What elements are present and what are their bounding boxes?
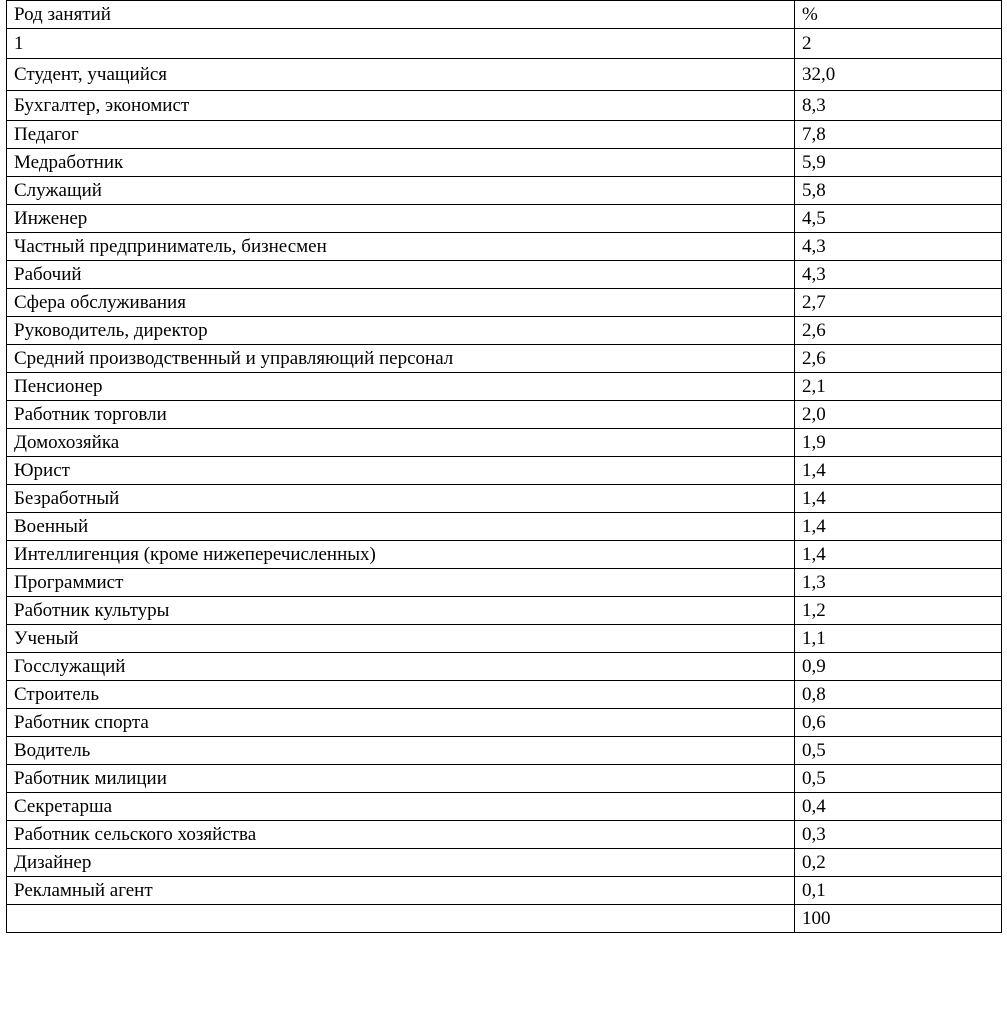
row-occupation: Руководитель, директор [7, 317, 795, 345]
table-numbering-row [7, 29, 1002, 59]
row-occupation: Секретарша [7, 793, 795, 821]
row-occupation: Работник сельского хозяйства [7, 821, 795, 849]
table-row [7, 821, 1002, 849]
total-percent: 100 [794, 905, 1001, 933]
row-occupation: Домохозяйка [7, 429, 795, 457]
row-percent: 1,2 [794, 597, 1001, 625]
table-row [7, 289, 1002, 317]
row-percent: 4,3 [794, 261, 1001, 289]
occupation-data-rows [7, 59, 1002, 905]
row-percent: 0,5 [794, 737, 1001, 765]
row-percent: 1,3 [794, 569, 1001, 597]
row-occupation: Служащий [7, 177, 795, 205]
table-row [7, 121, 1002, 149]
table-row [7, 429, 1002, 457]
occupation-table-body [7, 1, 1002, 59]
table-row [7, 877, 1002, 905]
table-row [7, 177, 1002, 205]
table-row [7, 457, 1002, 485]
header-occupation: Род занятий [7, 1, 795, 29]
row-percent: 7,8 [794, 121, 1001, 149]
row-percent: 1,9 [794, 429, 1001, 457]
row-occupation: Средний производственный и управляющий персонал [7, 345, 795, 373]
table-row [7, 653, 1002, 681]
table-row [7, 373, 1002, 401]
table-total-row [7, 905, 1002, 933]
row-occupation: Строитель [7, 681, 795, 709]
row-percent: 2,6 [794, 317, 1001, 345]
total-occupation [7, 905, 795, 933]
row-percent: 8,3 [794, 91, 1001, 121]
table-row [7, 345, 1002, 373]
row-occupation: Работник спорта [7, 709, 795, 737]
row-percent: 0,8 [794, 681, 1001, 709]
table-row [7, 317, 1002, 345]
row-percent: 5,9 [794, 149, 1001, 177]
row-occupation: Дизайнер [7, 849, 795, 877]
table-row [7, 681, 1002, 709]
row-percent: 1,1 [794, 625, 1001, 653]
row-occupation: Педагог [7, 121, 795, 149]
row-occupation: Водитель [7, 737, 795, 765]
row-percent: 0,3 [794, 821, 1001, 849]
row-occupation: Рабочий [7, 261, 795, 289]
table-row [7, 261, 1002, 289]
numbering-col2: 2 [794, 29, 1001, 59]
row-percent: 0,4 [794, 793, 1001, 821]
row-occupation: Ученый [7, 625, 795, 653]
table-row [7, 485, 1002, 513]
table-row [7, 765, 1002, 793]
table-header-row [7, 1, 1002, 29]
row-occupation: Инженер [7, 205, 795, 233]
row-occupation: Студент, учащийся [7, 59, 795, 91]
table-row [7, 233, 1002, 261]
table-row [7, 541, 1002, 569]
row-percent: 4,5 [794, 205, 1001, 233]
row-percent: 1,4 [794, 485, 1001, 513]
row-percent: 0,2 [794, 849, 1001, 877]
table-row [7, 149, 1002, 177]
row-occupation: Безработный [7, 485, 795, 513]
row-occupation: Бухгалтер, экономист [7, 91, 795, 121]
row-occupation: Работник торговли [7, 401, 795, 429]
row-occupation: Сфера обслуживания [7, 289, 795, 317]
row-occupation: Программист [7, 569, 795, 597]
table-row [7, 513, 1002, 541]
row-occupation: Госслужащий [7, 653, 795, 681]
table-row [7, 849, 1002, 877]
table-row [7, 401, 1002, 429]
occupation-table [6, 0, 1002, 933]
table-row [7, 793, 1002, 821]
table-row [7, 709, 1002, 737]
row-occupation: Военный [7, 513, 795, 541]
table-row [7, 625, 1002, 653]
row-percent: 1,4 [794, 513, 1001, 541]
row-occupation: Частный предприниматель, бизнесмен [7, 233, 795, 261]
row-percent: 0,5 [794, 765, 1001, 793]
row-occupation: Медработник [7, 149, 795, 177]
row-percent: 32,0 [794, 59, 1001, 91]
table-row [7, 597, 1002, 625]
row-percent: 2,7 [794, 289, 1001, 317]
header-percent: % [794, 1, 1001, 29]
occupation-table-footer [7, 905, 1002, 933]
row-occupation: Рекламный агент [7, 877, 795, 905]
row-percent: 5,8 [794, 177, 1001, 205]
row-percent: 1,4 [794, 541, 1001, 569]
row-occupation: Работник культуры [7, 597, 795, 625]
row-percent: 0,9 [794, 653, 1001, 681]
row-percent: 0,1 [794, 877, 1001, 905]
table-row [7, 737, 1002, 765]
table-row [7, 59, 1002, 91]
row-percent: 0,6 [794, 709, 1001, 737]
row-percent: 2,1 [794, 373, 1001, 401]
row-percent: 2,6 [794, 345, 1001, 373]
row-percent: 1,4 [794, 457, 1001, 485]
row-occupation: Работник милиции [7, 765, 795, 793]
row-occupation: Пенсионер [7, 373, 795, 401]
row-percent: 4,3 [794, 233, 1001, 261]
table-row [7, 205, 1002, 233]
table-row [7, 569, 1002, 597]
row-occupation: Интеллигенция (кроме нижеперечисленных) [7, 541, 795, 569]
row-occupation: Юрист [7, 457, 795, 485]
table-row [7, 91, 1002, 121]
numbering-col1: 1 [7, 29, 795, 59]
row-percent: 2,0 [794, 401, 1001, 429]
